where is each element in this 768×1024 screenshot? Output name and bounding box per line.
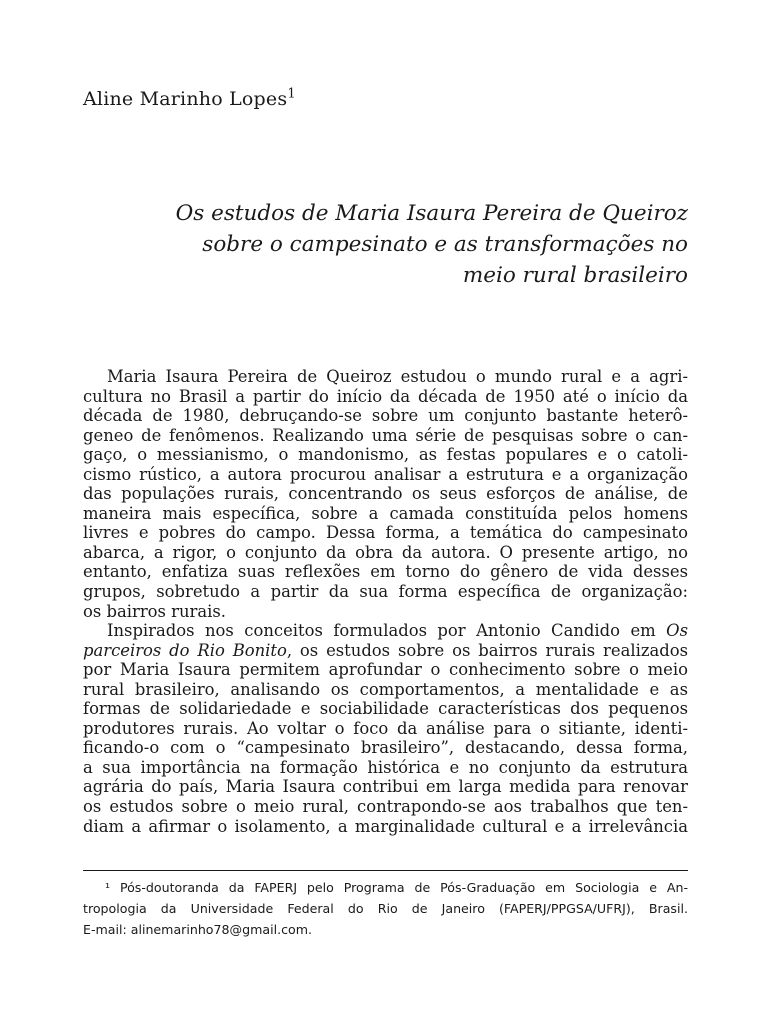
body-text-segment: , os estudos sobre os bairros rurais realizados [286,640,688,660]
body-line: os estudos sobre o meio rural, contrapondo-se aos trabalhos que ten- [83,797,688,817]
body-line [83,621,688,641]
body-line: por Maria Isaura permitem aprofundar o conhecimento sobre o meio [83,660,688,680]
body-line [83,641,688,661]
article-title [128,198,688,291]
body-text-segment: Inspirados nos conceitos formulados por Antonio Candido em [107,621,667,641]
body-line: ficando-o com o “campesinato brasileiro”, destacando, dessa forma, [83,738,688,758]
body-line: cultura no Brasil a partir do início da década de 1950 até o início da [83,386,688,406]
book-title-italic: Os [666,621,688,641]
body-line: década de 1980, debruçando-se sobre um conjunto bastante heterô- [83,406,688,426]
title-line: sobre o campesinato e as transformações no [202,232,688,257]
body-line: agrária do país, Maria Isaura contribui em larga medida para renovar [83,777,688,797]
footnote-line: tropologia da Universidade Federal do Rio de Janeiro (FAPERJ/PPGSA/UFRJ), Brasil. [83,901,688,916]
body-line: rural brasileiro, analisando os comportamentos, a mentalidade e as [83,679,688,699]
author-name [83,88,296,110]
body-line: livres e pobres do campo. Dessa forma, a temática do campesinato [83,523,688,543]
title-line: Os estudos de Maria Isaura Pereira de Queiroz [175,201,688,226]
body-line: Maria Isaura Pereira de Queiroz estudou o mundo rural e a agri- [107,367,688,386]
footnote-line: ¹ Pós-doutoranda da FAPERJ pelo Programa de Pós-Graduação em Sociologia e An- [105,880,688,895]
body-line: das populações rurais, concentrando os seus esforços de análise, de [83,484,688,504]
author-name-text: Aline Marinho Lopes [83,88,288,110]
body-line: os bairros rurais. [83,601,227,621]
footnote-divider [83,870,688,871]
body-line: formas de solidariedade e sociabilidade características dos pequenos [83,699,688,719]
body-line: gaço, o messianismo, o mandonismo, as festas populares e o catoli- [83,445,688,465]
body-line: cismo rústico, a autora procurou analisar a estrutura e a organização [83,464,688,484]
article-body [83,367,688,836]
body-line: grupos, sobretudo a partir da sua forma específica de organização: [83,582,688,602]
title-line: meio rural brasileiro [462,263,688,288]
footnote [83,877,688,940]
footnote-marker[interactable]: 1 [287,86,296,102]
body-line: entanto, enfatiza suas reflexões em torno do gênero de vida desses [83,562,688,582]
body-line: diam a afirmar o isolamento, a marginalidade cultural e a irrelevância [83,816,688,836]
body-line: produtores rurais. Ao voltar o foco da análise para o sitiante, identi- [83,718,688,738]
body-line: geneo de fenômenos. Realizando uma série de pesquisas sobre o can- [83,425,688,445]
body-line: abarca, a rigor, o conjunto da obra da autora. O presente artigo, no [83,542,688,562]
footnote-email[interactable]: E-mail: alinemarinho78@gmail.com. [83,922,313,937]
body-line: a sua importância na formação histórica e no conjunto da estrutura [83,757,688,777]
body-line: maneira mais específica, sobre a camada constituída pelos homens [83,503,688,523]
book-title-italic: parceiros do Rio Bonito [83,640,287,660]
